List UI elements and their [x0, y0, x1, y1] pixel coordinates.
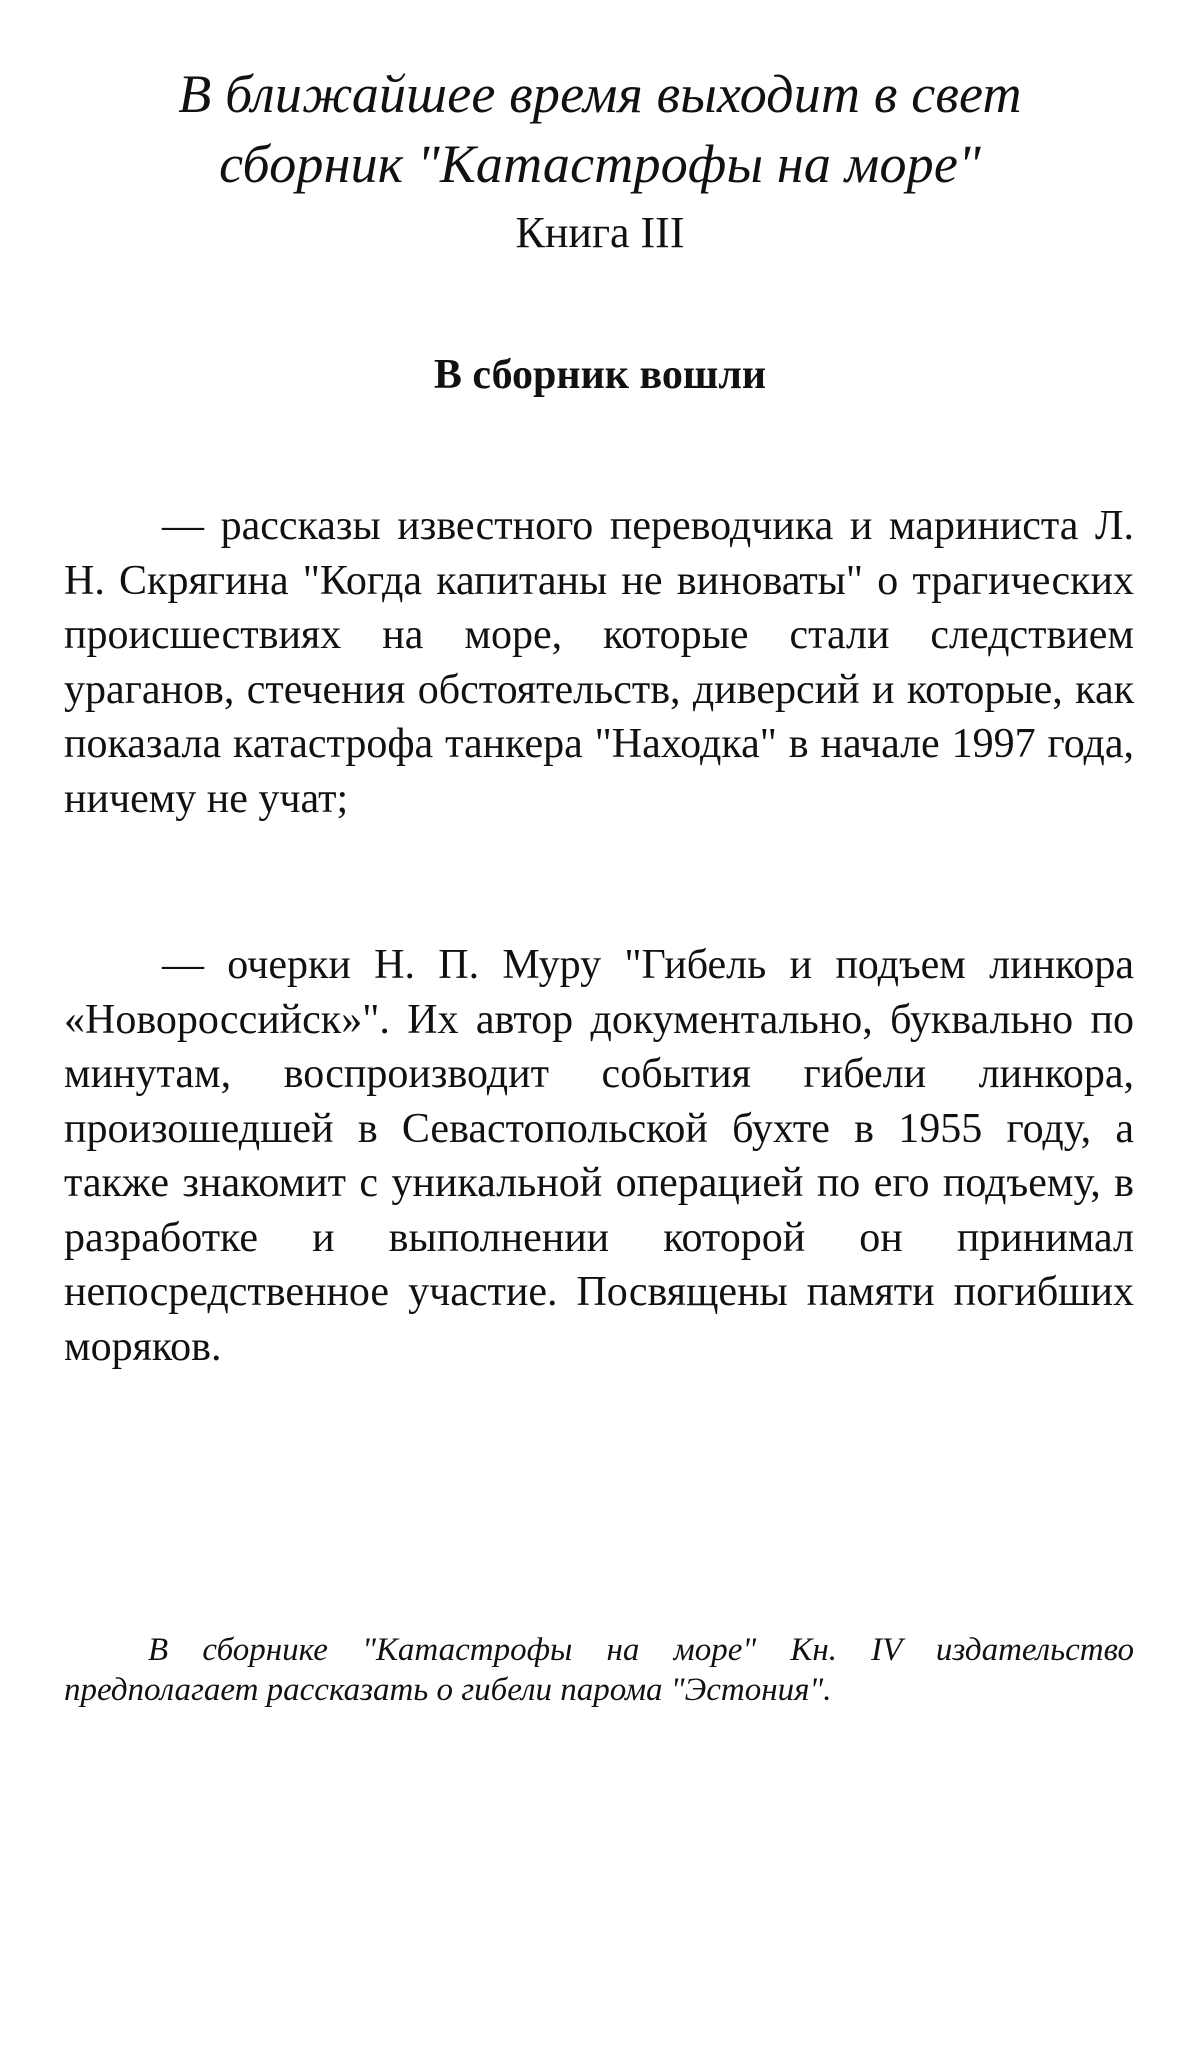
contents-heading: В сборник вошли	[433, 352, 767, 398]
footnote: В сборнике "Катастрофы на море" Кн. IV издательство предполагает рассказать о гибели парома "Эстония".	[64, 1632, 1134, 1708]
announcement-line-2: сборник "Катастрофы на море"	[219, 134, 981, 194]
contents-item-skryagin: — рассказы известного переводчика и мариниста Л. Н. Скрягина "Когда капитаны не виноваты" о трагических происшествиях на море, которые стали следствием ураганов, стечения обстоятельств, диверсий и которые, как показала катастрофа танкера "Находка" в начале 1997 года, ничему не учат;	[64, 503, 1134, 822]
contents-item-muru: — очерки Н. П. Муру "Гибель и подъем линкора «Новороссийск»". Их автор документально, буквально по минутам, воспроизводит события гибели линкора, произошедшей в Севастопольской бухте в 1955 году, а также знакомит с уникальной операцией по его подъему, в разработке и выполнении которой он принимал непосредственное участие. Посвящены памяти погибших моряков.	[64, 942, 1134, 1370]
book-number: Книга III	[515, 208, 685, 257]
announcement-line-1: В ближайшее время выходит в свет	[178, 64, 1022, 124]
